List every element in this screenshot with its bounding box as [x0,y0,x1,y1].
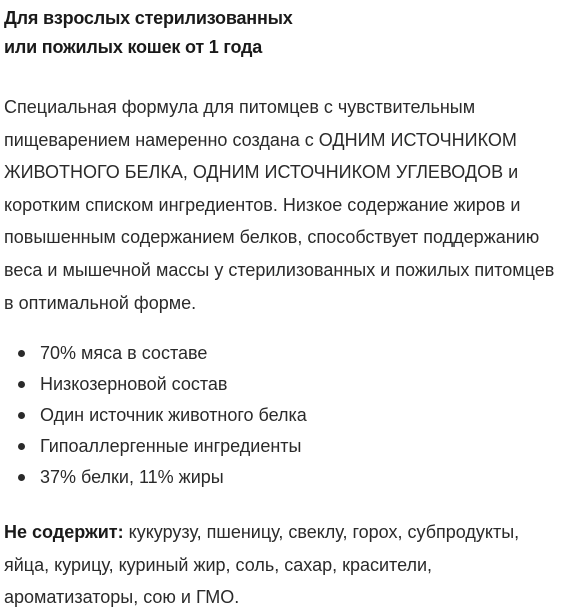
excludes-label: Не содержит: [4,522,124,542]
list-item-text: Один источник животного белка [40,405,307,425]
excludes-text: кукурузу, пшеницу, свеклу, горох, субпродукты, яйца, курицу, куриный жир, соль, сахар, красители, ароматизаторы, сою и ГМО. [4,522,520,608]
excludes-paragraph [4,516,557,614]
bullet-icon [18,443,25,450]
description-paragraph: Специальная формула для питомцев с чувствительным пищеварением намеренно создана с ОДНИМ ИСТОЧНИКОМ ЖИВОТНОГО БЕЛКА, ОДНИМ ИСТОЧНИКОМ УГЛЕВОДОВ и коротким списком ингредиентов. Низкое содержание жиров и повышенным содержанием белков, способствует поддержанию веса и мышечной массы у стерилизованных и пожилых питомцев в оптимальной форме. [4,97,555,313]
list-item [4,431,307,462]
list-item [4,462,307,493]
title-line-2: или пожилых кошек от 1 года [4,37,263,57]
list-item [4,400,307,431]
features-list [4,338,307,493]
title-line-1: Для взрослых стерилизованных [4,8,293,28]
list-item [4,369,307,400]
bullet-icon [18,412,25,419]
bullet-icon [18,381,25,388]
list-item [4,338,307,369]
list-item-text: Низкозерновой состав [40,374,228,394]
list-item-text: Гипоаллергенные ингредиенты [40,436,302,456]
list-item-text: 70% мяса в составе [40,343,208,363]
bullet-icon [18,474,25,481]
bullet-icon [18,350,25,357]
list-item-text: 37% белки, 11% жиры [40,467,224,487]
page-title [4,4,293,62]
